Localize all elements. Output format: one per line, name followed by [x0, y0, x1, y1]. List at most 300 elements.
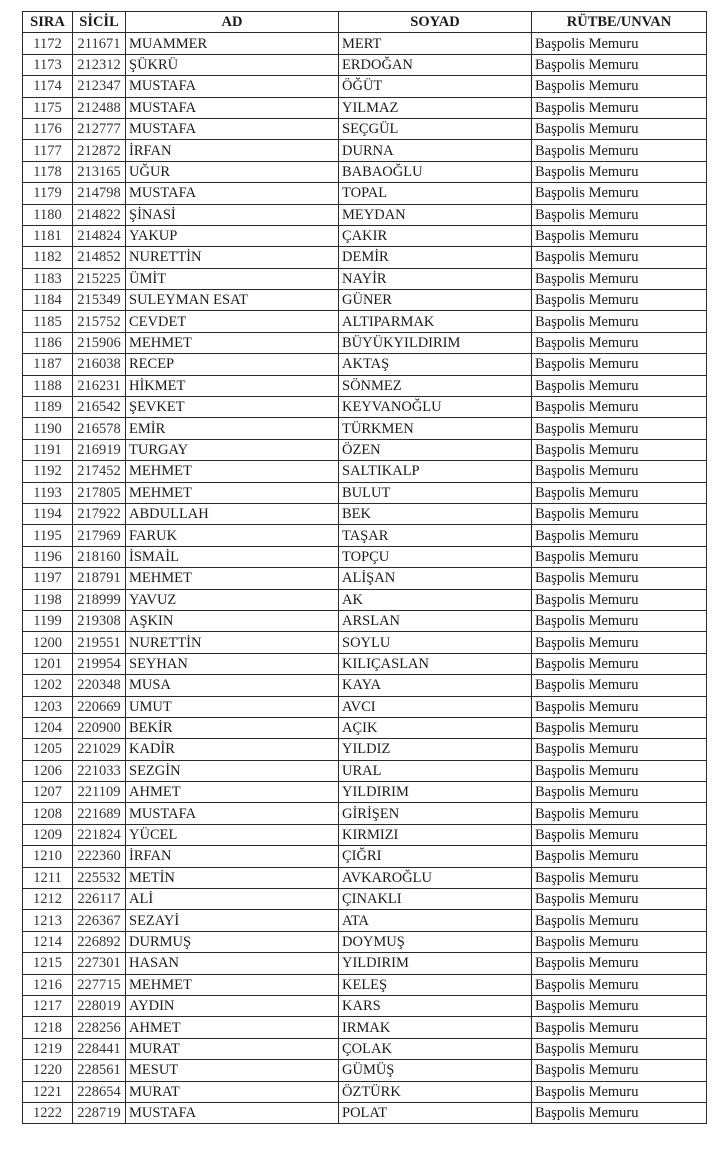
sira-cell: 1184	[23, 290, 73, 311]
soyad-cell: KILIÇASLAN	[339, 653, 532, 674]
soyad-cell: URAL	[339, 760, 532, 781]
soyad-cell: ALTIPARMAK	[339, 311, 532, 332]
sicil-cell: 218791	[73, 568, 126, 589]
sira-cell: 1190	[23, 418, 73, 439]
sira-cell: 1194	[23, 503, 73, 524]
soyad-cell: TOPÇU	[339, 546, 532, 567]
sicil-cell: 213165	[73, 161, 126, 182]
rutbe-cell: Başpolis Memuru	[532, 375, 707, 396]
table-row	[23, 332, 707, 353]
sira-cell: 1174	[23, 76, 73, 97]
ad-cell: MUSA	[126, 675, 339, 696]
soyad-cell: TOPAL	[339, 183, 532, 204]
table-row	[23, 225, 707, 246]
ad-cell: ŞÜKRÜ	[126, 54, 339, 75]
table-row	[23, 675, 707, 696]
sicil-cell: 228654	[73, 1081, 126, 1102]
rutbe-cell: Başpolis Memuru	[532, 247, 707, 268]
sira-cell: 1198	[23, 589, 73, 610]
header-rutbe-unvan: RÜTBE/UNVAN	[532, 12, 707, 33]
table-row	[23, 140, 707, 161]
sicil-cell: 219954	[73, 653, 126, 674]
soyad-cell: YILDIZ	[339, 739, 532, 760]
sicil-cell: 228441	[73, 1038, 126, 1059]
ad-cell: AŞKIN	[126, 610, 339, 631]
sicil-cell: 217452	[73, 461, 126, 482]
sicil-cell: 216578	[73, 418, 126, 439]
sicil-cell: 215752	[73, 311, 126, 332]
table-row	[23, 931, 707, 952]
soyad-cell: BULUT	[339, 482, 532, 503]
sira-cell: 1196	[23, 546, 73, 567]
ad-cell: HİKMET	[126, 375, 339, 396]
ad-cell: NURETTİN	[126, 632, 339, 653]
table-row	[23, 1017, 707, 1038]
rutbe-cell: Başpolis Memuru	[532, 118, 707, 139]
sira-cell: 1213	[23, 910, 73, 931]
table-row	[23, 889, 707, 910]
sira-cell: 1207	[23, 782, 73, 803]
sicil-cell: 228719	[73, 1102, 126, 1123]
table-row	[23, 354, 707, 375]
rutbe-cell: Başpolis Memuru	[532, 311, 707, 332]
rutbe-cell: Başpolis Memuru	[532, 739, 707, 760]
ad-cell: MUAMMER	[126, 33, 339, 54]
ad-cell: MEHMET	[126, 332, 339, 353]
sicil-cell: 215225	[73, 268, 126, 289]
soyad-cell: TAŞAR	[339, 525, 532, 546]
rutbe-cell: Başpolis Memuru	[532, 332, 707, 353]
sicil-cell: 225532	[73, 867, 126, 888]
sira-cell: 1222	[23, 1102, 73, 1123]
sicil-cell: 214798	[73, 183, 126, 204]
soyad-cell: GÜNER	[339, 290, 532, 311]
soyad-cell: DEMİR	[339, 247, 532, 268]
sira-cell: 1197	[23, 568, 73, 589]
soyad-cell: BABAOĞLU	[339, 161, 532, 182]
soyad-cell: DURNA	[339, 140, 532, 161]
sira-cell: 1179	[23, 183, 73, 204]
table-row	[23, 953, 707, 974]
rutbe-cell: Başpolis Memuru	[532, 931, 707, 952]
soyad-cell: SEÇGÜL	[339, 118, 532, 139]
rutbe-cell: Başpolis Memuru	[532, 953, 707, 974]
rutbe-cell: Başpolis Memuru	[532, 1060, 707, 1081]
sicil-cell: 220348	[73, 675, 126, 696]
header-row	[23, 12, 707, 33]
sira-cell: 1208	[23, 803, 73, 824]
ad-cell: ABDULLAH	[126, 503, 339, 524]
sicil-cell: 221689	[73, 803, 126, 824]
table-row	[23, 589, 707, 610]
soyad-cell: ERDOĞAN	[339, 54, 532, 75]
ad-cell: AHMET	[126, 782, 339, 803]
soyad-cell: KIRMIZI	[339, 824, 532, 845]
sira-cell: 1195	[23, 525, 73, 546]
soyad-cell: SALTIKALP	[339, 461, 532, 482]
sicil-cell: 228256	[73, 1017, 126, 1038]
sicil-cell: 220669	[73, 696, 126, 717]
table-row	[23, 97, 707, 118]
sicil-cell: 215349	[73, 290, 126, 311]
rutbe-cell: Başpolis Memuru	[532, 482, 707, 503]
table-row	[23, 118, 707, 139]
sira-cell: 1201	[23, 653, 73, 674]
rutbe-cell: Başpolis Memuru	[532, 910, 707, 931]
rutbe-cell: Başpolis Memuru	[532, 268, 707, 289]
ad-cell: SEZGİN	[126, 760, 339, 781]
sicil-cell: 226367	[73, 910, 126, 931]
rutbe-cell: Başpolis Memuru	[532, 782, 707, 803]
rutbe-cell: Başpolis Memuru	[532, 354, 707, 375]
sicil-cell: 212312	[73, 54, 126, 75]
rutbe-cell: Başpolis Memuru	[532, 225, 707, 246]
table-row	[23, 546, 707, 567]
sira-cell: 1219	[23, 1038, 73, 1059]
ad-cell: İRFAN	[126, 140, 339, 161]
sira-cell: 1182	[23, 247, 73, 268]
soyad-cell: AÇIK	[339, 717, 532, 738]
sira-cell: 1212	[23, 889, 73, 910]
table-row	[23, 311, 707, 332]
ad-cell: ÜMİT	[126, 268, 339, 289]
soyad-cell: AVCI	[339, 696, 532, 717]
sira-cell: 1210	[23, 846, 73, 867]
sira-cell: 1204	[23, 717, 73, 738]
soyad-cell: MERT	[339, 33, 532, 54]
rutbe-cell: Başpolis Memuru	[532, 889, 707, 910]
rutbe-cell: Başpolis Memuru	[532, 1038, 707, 1059]
rutbe-cell: Başpolis Memuru	[532, 161, 707, 182]
ad-cell: CEVDET	[126, 311, 339, 332]
sicil-cell: 214852	[73, 247, 126, 268]
ad-cell: MURAT	[126, 1081, 339, 1102]
table-row	[23, 418, 707, 439]
sicil-cell: 221824	[73, 824, 126, 845]
sira-cell: 1193	[23, 482, 73, 503]
soyad-cell: TÜRKMEN	[339, 418, 532, 439]
ad-cell: AHMET	[126, 1017, 339, 1038]
soyad-cell: KARS	[339, 995, 532, 1016]
sicil-cell: 227301	[73, 953, 126, 974]
sicil-cell: 219551	[73, 632, 126, 653]
sira-cell: 1180	[23, 204, 73, 225]
sira-cell: 1214	[23, 931, 73, 952]
soyad-cell: ÇINAKLI	[339, 889, 532, 910]
table-row	[23, 782, 707, 803]
ad-cell: MEHMET	[126, 568, 339, 589]
ad-cell: RECEP	[126, 354, 339, 375]
rutbe-cell: Başpolis Memuru	[532, 418, 707, 439]
sicil-cell: 216038	[73, 354, 126, 375]
rutbe-cell: Başpolis Memuru	[532, 1081, 707, 1102]
table-row	[23, 482, 707, 503]
sicil-cell: 216919	[73, 439, 126, 460]
rutbe-cell: Başpolis Memuru	[532, 204, 707, 225]
rutbe-cell: Başpolis Memuru	[532, 610, 707, 631]
sira-cell: 1181	[23, 225, 73, 246]
table-row	[23, 610, 707, 631]
ad-cell: UMUT	[126, 696, 339, 717]
rutbe-cell: Başpolis Memuru	[532, 76, 707, 97]
table-row	[23, 54, 707, 75]
ad-cell: AYDIN	[126, 995, 339, 1016]
rutbe-cell: Başpolis Memuru	[532, 1017, 707, 1038]
ad-cell: MESUT	[126, 1060, 339, 1081]
soyad-cell: DOYMUŞ	[339, 931, 532, 952]
sira-cell: 1189	[23, 397, 73, 418]
sicil-cell: 212347	[73, 76, 126, 97]
soyad-cell: YILDIRIM	[339, 782, 532, 803]
soyad-cell: GİRİŞEN	[339, 803, 532, 824]
soyad-cell: NAYİR	[339, 268, 532, 289]
table-row	[23, 696, 707, 717]
rutbe-cell: Başpolis Memuru	[532, 461, 707, 482]
rutbe-cell: Başpolis Memuru	[532, 846, 707, 867]
sira-cell: 1217	[23, 995, 73, 1016]
table-row	[23, 204, 707, 225]
sira-cell: 1187	[23, 354, 73, 375]
table-row	[23, 1060, 707, 1081]
soyad-cell: ÇOLAK	[339, 1038, 532, 1059]
sira-cell: 1218	[23, 1017, 73, 1038]
ad-cell: YÜCEL	[126, 824, 339, 845]
ad-cell: NURETTİN	[126, 247, 339, 268]
ad-cell: ŞİNASİ	[126, 204, 339, 225]
rutbe-cell: Başpolis Memuru	[532, 675, 707, 696]
soyad-cell: ARSLAN	[339, 610, 532, 631]
soyad-cell: MEYDAN	[339, 204, 532, 225]
ad-cell: MUSTAFA	[126, 97, 339, 118]
sicil-cell: 217922	[73, 503, 126, 524]
ad-cell: BEKİR	[126, 717, 339, 738]
soyad-cell: KAYA	[339, 675, 532, 696]
ad-cell: MUSTAFA	[126, 803, 339, 824]
sira-cell: 1192	[23, 461, 73, 482]
sicil-cell: 222360	[73, 846, 126, 867]
sira-cell: 1221	[23, 1081, 73, 1102]
ad-cell: MUSTAFA	[126, 1102, 339, 1123]
rutbe-cell: Başpolis Memuru	[532, 803, 707, 824]
sira-cell: 1183	[23, 268, 73, 289]
soyad-cell: BÜYÜKYILDIRIM	[339, 332, 532, 353]
rutbe-cell: Başpolis Memuru	[532, 696, 707, 717]
sicil-cell: 219308	[73, 610, 126, 631]
table-row	[23, 33, 707, 54]
soyad-cell: KELEŞ	[339, 974, 532, 995]
ad-cell: DURMUŞ	[126, 931, 339, 952]
table-row	[23, 739, 707, 760]
rutbe-cell: Başpolis Memuru	[532, 525, 707, 546]
rutbe-cell: Başpolis Memuru	[532, 632, 707, 653]
header-soyad: SOYAD	[339, 12, 532, 33]
sicil-cell: 212872	[73, 140, 126, 161]
table-row	[23, 846, 707, 867]
table-row	[23, 503, 707, 524]
ad-cell: MUSTAFA	[126, 183, 339, 204]
soyad-cell: AK	[339, 589, 532, 610]
ad-cell: MEHMET	[126, 482, 339, 503]
sira-cell: 1172	[23, 33, 73, 54]
sira-cell: 1176	[23, 118, 73, 139]
soyad-cell: GÜMÜŞ	[339, 1060, 532, 1081]
ad-cell: MEHMET	[126, 461, 339, 482]
sira-cell: 1206	[23, 760, 73, 781]
sira-cell: 1178	[23, 161, 73, 182]
table-row	[23, 653, 707, 674]
ad-cell: EMİR	[126, 418, 339, 439]
ad-cell: YAKUP	[126, 225, 339, 246]
ad-cell: İSMAİL	[126, 546, 339, 567]
soyad-cell: ATA	[339, 910, 532, 931]
rutbe-cell: Başpolis Memuru	[532, 140, 707, 161]
ad-cell: SEZAYİ	[126, 910, 339, 931]
soyad-cell: ALİŞAN	[339, 568, 532, 589]
rutbe-cell: Başpolis Memuru	[532, 824, 707, 845]
rutbe-cell: Başpolis Memuru	[532, 995, 707, 1016]
sira-cell: 1215	[23, 953, 73, 974]
table-row	[23, 717, 707, 738]
ad-cell: MUSTAFA	[126, 118, 339, 139]
header-sira: SIRA	[23, 12, 73, 33]
ad-cell: YAVUZ	[126, 589, 339, 610]
soyad-cell: ÖZTÜRK	[339, 1081, 532, 1102]
table-row	[23, 1102, 707, 1123]
rutbe-cell: Başpolis Memuru	[532, 503, 707, 524]
sicil-cell: 216542	[73, 397, 126, 418]
soyad-cell: AKTAŞ	[339, 354, 532, 375]
ad-cell: FARUK	[126, 525, 339, 546]
table-row	[23, 568, 707, 589]
soyad-cell: IRMAK	[339, 1017, 532, 1038]
table-row	[23, 290, 707, 311]
sicil-cell: 221109	[73, 782, 126, 803]
rutbe-cell: Başpolis Memuru	[532, 33, 707, 54]
table-row	[23, 439, 707, 460]
table-row	[23, 1081, 707, 1102]
ad-cell: MEHMET	[126, 974, 339, 995]
sira-cell: 1191	[23, 439, 73, 460]
sira-cell: 1205	[23, 739, 73, 760]
rutbe-cell: Başpolis Memuru	[532, 1102, 707, 1123]
sicil-cell: 216231	[73, 375, 126, 396]
soyad-cell: SÖNMEZ	[339, 375, 532, 396]
soyad-cell: ÇAKIR	[339, 225, 532, 246]
rutbe-cell: Başpolis Memuru	[532, 589, 707, 610]
table-row	[23, 632, 707, 653]
sira-cell: 1220	[23, 1060, 73, 1081]
sira-cell: 1209	[23, 824, 73, 845]
sicil-cell: 226892	[73, 931, 126, 952]
ad-cell: UĞUR	[126, 161, 339, 182]
rutbe-cell: Başpolis Memuru	[532, 760, 707, 781]
ad-cell: HASAN	[126, 953, 339, 974]
table-row	[23, 995, 707, 1016]
sira-cell: 1202	[23, 675, 73, 696]
soyad-cell: ÖZEN	[339, 439, 532, 460]
sicil-cell: 214824	[73, 225, 126, 246]
sira-cell: 1200	[23, 632, 73, 653]
header-ad: AD	[126, 12, 339, 33]
sicil-cell: 212777	[73, 118, 126, 139]
ad-cell: ŞEVKET	[126, 397, 339, 418]
table-row	[23, 461, 707, 482]
sira-cell: 1186	[23, 332, 73, 353]
sicil-cell: 228019	[73, 995, 126, 1016]
table-row	[23, 161, 707, 182]
sicil-cell: 212488	[73, 97, 126, 118]
soyad-cell: ÖĞÜT	[339, 76, 532, 97]
table-row	[23, 867, 707, 888]
sicil-cell: 226117	[73, 889, 126, 910]
sira-cell: 1199	[23, 610, 73, 631]
sicil-cell: 217805	[73, 482, 126, 503]
soyad-cell: KEYVANOĞLU	[339, 397, 532, 418]
rutbe-cell: Başpolis Memuru	[532, 397, 707, 418]
rutbe-cell: Başpolis Memuru	[532, 290, 707, 311]
ad-cell: TURGAY	[126, 439, 339, 460]
sicil-cell: 218160	[73, 546, 126, 567]
personnel-table	[22, 11, 707, 1124]
table-row	[23, 247, 707, 268]
soyad-cell: YILDIRIM	[339, 953, 532, 974]
soyad-cell: YILMAZ	[339, 97, 532, 118]
sira-cell: 1188	[23, 375, 73, 396]
sicil-cell: 227715	[73, 974, 126, 995]
sicil-cell: 228561	[73, 1060, 126, 1081]
sicil-cell: 214822	[73, 204, 126, 225]
sira-cell: 1216	[23, 974, 73, 995]
sira-cell: 1177	[23, 140, 73, 161]
sicil-cell: 221029	[73, 739, 126, 760]
sira-cell: 1173	[23, 54, 73, 75]
soyad-cell: SOYLU	[339, 632, 532, 653]
ad-cell: KADİR	[126, 739, 339, 760]
table-row	[23, 1038, 707, 1059]
rutbe-cell: Başpolis Memuru	[532, 546, 707, 567]
sira-cell: 1175	[23, 97, 73, 118]
sicil-cell: 220900	[73, 717, 126, 738]
table-row	[23, 268, 707, 289]
sira-cell: 1185	[23, 311, 73, 332]
ad-cell: METİN	[126, 867, 339, 888]
sicil-cell: 218999	[73, 589, 126, 610]
rutbe-cell: Başpolis Memuru	[532, 717, 707, 738]
sicil-cell: 217969	[73, 525, 126, 546]
sira-cell: 1211	[23, 867, 73, 888]
ad-cell: İRFAN	[126, 846, 339, 867]
rutbe-cell: Başpolis Memuru	[532, 974, 707, 995]
ad-cell: SULEYMAN ESAT	[126, 290, 339, 311]
soyad-cell: BEK	[339, 503, 532, 524]
sira-cell: 1203	[23, 696, 73, 717]
rutbe-cell: Başpolis Memuru	[532, 439, 707, 460]
table-row	[23, 183, 707, 204]
header-sicil: SİCİL	[73, 12, 126, 33]
rutbe-cell: Başpolis Memuru	[532, 568, 707, 589]
sicil-cell: 211671	[73, 33, 126, 54]
rutbe-cell: Başpolis Memuru	[532, 97, 707, 118]
rutbe-cell: Başpolis Memuru	[532, 867, 707, 888]
table-row	[23, 76, 707, 97]
sicil-cell: 215906	[73, 332, 126, 353]
ad-cell: SEYHAN	[126, 653, 339, 674]
rutbe-cell: Başpolis Memuru	[532, 54, 707, 75]
table-row	[23, 974, 707, 995]
ad-cell: MUSTAFA	[126, 76, 339, 97]
ad-cell: MURAT	[126, 1038, 339, 1059]
rutbe-cell: Başpolis Memuru	[532, 183, 707, 204]
